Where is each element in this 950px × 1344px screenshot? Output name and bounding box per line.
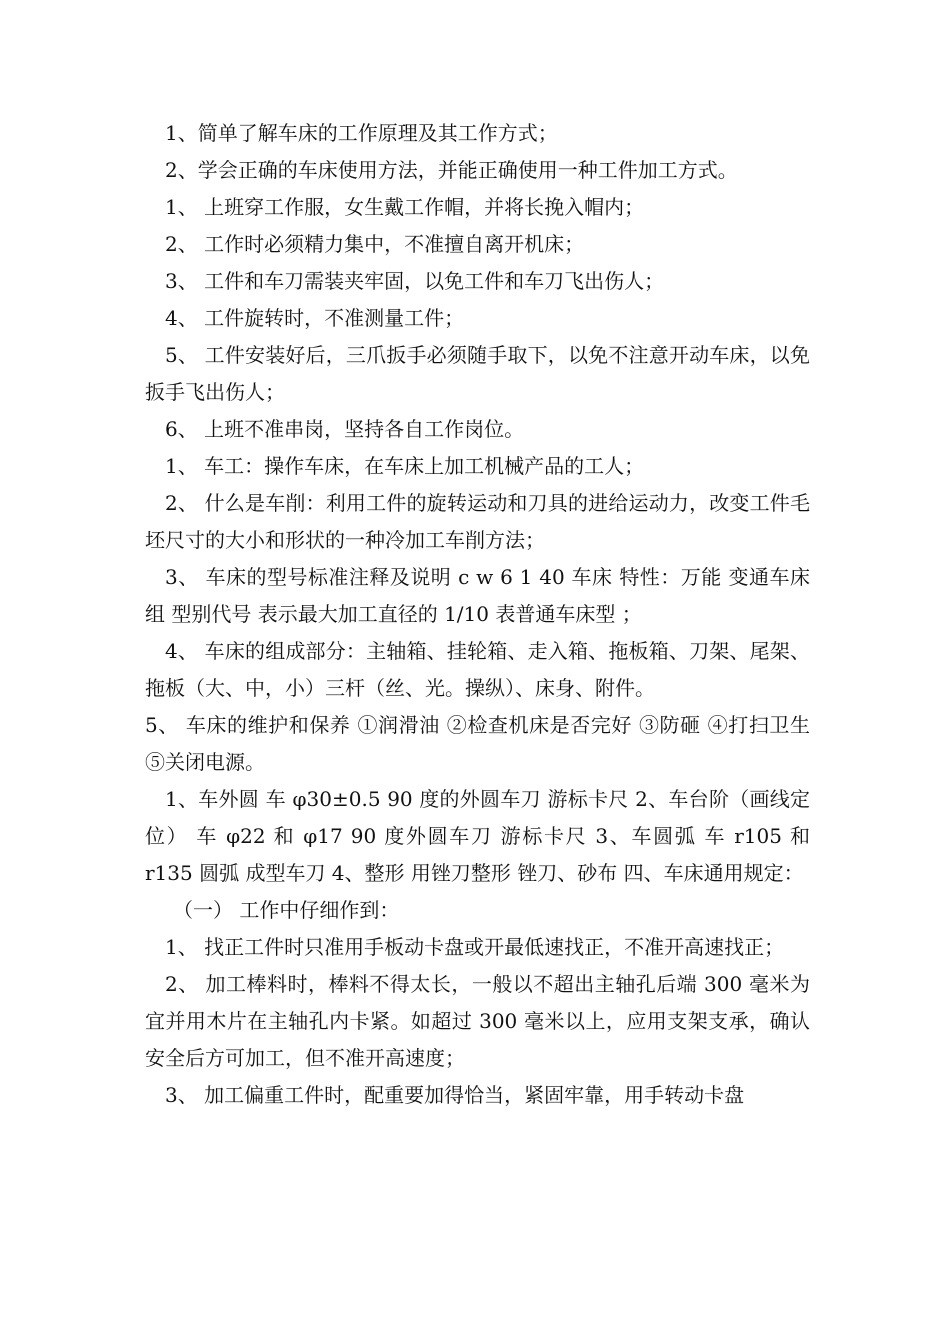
paragraph-13: 5、 车床的维护和保养 ①润滑油 ②检查机床是否完好 ③防砸 ④打扫卫生 ⑤关闭电源。 (145, 713, 810, 774)
paragraph-3: 1、 上班穿工作服，女生戴工作帽，并将长挽入帽内； (165, 195, 645, 219)
paragraph-9: 1、 车工：操作车床，在车床上加工机械产品的工人； (165, 454, 645, 478)
paragraph-18: 3、 加工偏重工件时，配重要加得恰当，紧固牢靠，用手转动卡盘 (165, 1083, 745, 1107)
paragraph-12: 4、 车床的组成部分：主轴箱、挂轮箱、走入箱、拖板箱、刀架、尾架、拖板（大、中，小）三杆（丝、光。操纵）、床身、附件。 (145, 639, 810, 700)
paragraph-11: 3、 车床的型号标准注释及说明 c w 6 1 40 车床 特性：万能 变通车床组 型别代号 表示最大加工直径的 1/10 表普通车床型 ； (145, 565, 810, 626)
paragraph-4: 2、 工作时必须精力集中，不准擅自离开机床； (165, 232, 585, 256)
paragraph-1: 1、简单了解车床的工作原理及其工作方式； (165, 121, 558, 145)
paragraph-15: （一） 工作中仔细作到： (173, 898, 400, 922)
paragraph-17: 2、 加工棒料时，棒料不得太长，一般以不超出主轴孔后端 300 毫米为宜并用木片在主轴孔内卡紧。如超过 300 毫米以上，应用支架支承，确认安全后方可加工，但不准开高速度； (145, 972, 810, 1070)
paragraph-2: 2、学会正确的车床使用方法，并能正确使用一种工件加工方式。 (165, 158, 738, 182)
paragraph-7: 5、 工件安装好后，三爪扳手必须随手取下，以免不注意开动车床，以免扳手飞出伤人； (145, 343, 810, 404)
paragraph-6: 4、 工件旋转时，不准测量工件； (165, 306, 465, 330)
paragraph-10: 2、 什么是车削：利用工件的旋转运动和刀具的进给运动力，改变工件毛坯尺寸的大小和形状的一种冷加工车削方法； (145, 491, 810, 552)
paragraph-5: 3、 工件和车刀需装夹牢固，以免工件和车刀飞出伤人； (165, 269, 665, 293)
document-body (145, 115, 810, 1114)
paragraph-8: 6、 上班不准串岗，坚持各自工作岗位。 (165, 417, 525, 441)
paragraph-14: 1、车外圆 车 φ30±0.5 90 度的外圆车刀 游标卡尺 2、车台阶（画线定位） 车 φ22 和 φ17 90 度外圆车刀 游标卡尺 3、车圆弧 车 r105 和 r135 圆弧 成型车刀 4、整形 用锉刀整形 锉刀、砂布 四、车床通用规定： (145, 787, 810, 885)
paragraph-16: 1、 找正工件时只准用手板动卡盘或开最低速找正，不准开高速找正； (165, 935, 785, 959)
